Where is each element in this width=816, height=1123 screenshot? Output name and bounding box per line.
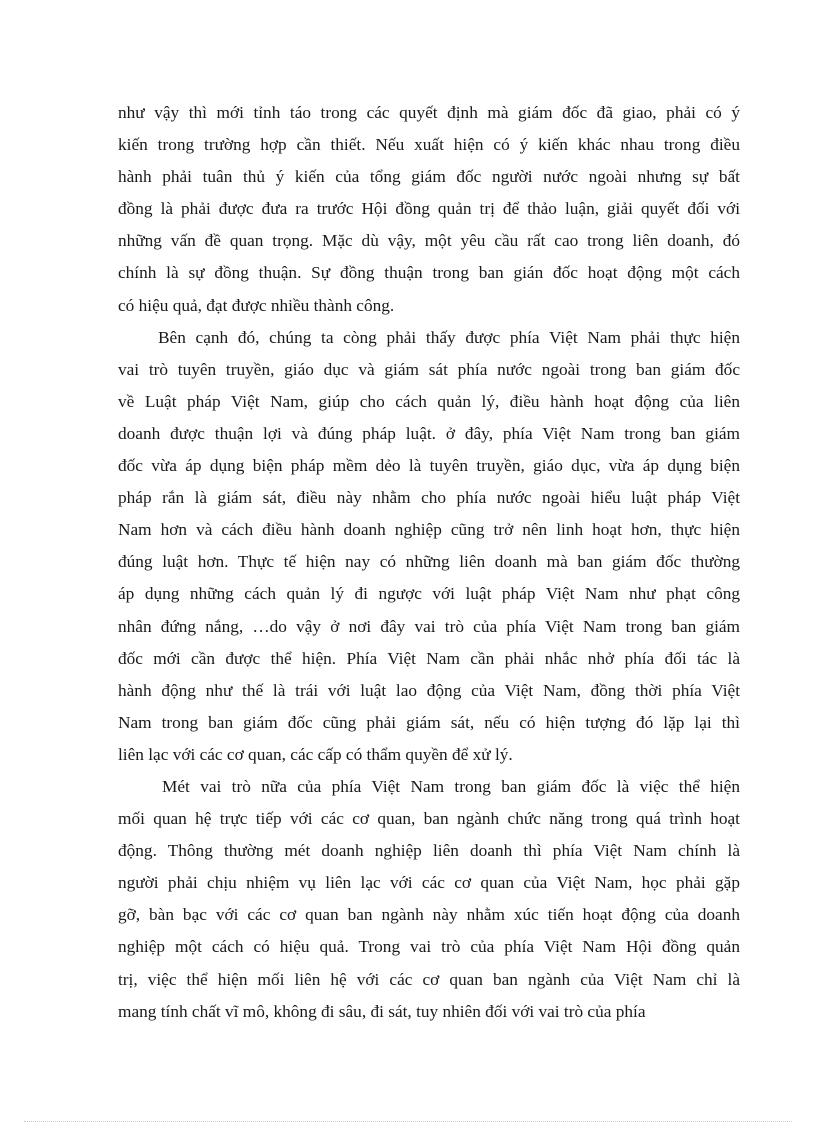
text-line: Nam hơn và cách điều hành doanh nghiệp cũng trở nên linh hoạt hơn, thực hiện (118, 520, 740, 540)
text-line: áp dụng những cách quản lý đi ngược với luật pháp Việt Nam như phạt công (118, 584, 740, 604)
text-line: hành phải tuân thủ ý kiến của tổng giám đốc người nước ngoài nhưng sự bất (118, 167, 740, 187)
text-line: đồng là phải được đưa ra trước Hội đồng quản trị để thảo luận, giải quyết đối với (118, 199, 740, 219)
text-line: chính là sự đồng thuận. Sự đồng thuận trong ban gián đốc hoạt động một cách (118, 263, 740, 283)
text-line: những vấn đề quan trọng. Mặc dù vậy, một yêu cầu rất cao trong liên doanh, đó (118, 231, 740, 251)
text-line: kiến trong trường hợp cần thiết. Nếu xuất hiện có ý kiến khác nhau trong điều (118, 135, 740, 155)
text-line: động. Thông thường mét doanh nghiệp liên doanh thì phía Việt Nam chính là (118, 841, 740, 861)
text-line: đốc vừa áp dụng biện pháp mềm dẻo là tuyên truyền, giáo dục, vừa áp dụng biện (118, 456, 740, 476)
text-line: nhân đứng nắng, …do vậy ở nơi đây vai trò của phía Việt Nam trong ban giám (118, 616, 740, 636)
text-line: hành động như thế là trái với luật lao động của Việt Nam, đồng thời phía Việt (118, 680, 740, 700)
text-line: vai trò tuyên truyền, giáo dục và giám sát phía nước ngoài trong ban giám đốc (118, 359, 740, 379)
body-text (118, 97, 740, 1028)
text-line: như vậy thì mới tỉnh táo trong các quyết định mà giám đốc đã giao, phải có ý (118, 103, 740, 122)
text-line: mang tính chất vĩ mô, không đi sâu, đi sát, tuy nhiên đối với vai trò của phía (118, 1001, 646, 1021)
text-line: nghiệp một cách có hiệu quả. Trong vai trò của phía Việt Nam Hội đồng quản (118, 937, 740, 957)
text-line: Nam trong ban giám đốc cũng phải giám sát, nếu có hiện tượng đó lặp lại thì (118, 712, 740, 732)
text-line: đốc mới cần được thể hiện. Phía Việt Nam cần phải nhắc nhở phía đối tác là (118, 648, 740, 668)
text-line: pháp rắn là giám sát, điều này nhằm cho phía nước ngoài hiểu luật pháp Việt (118, 488, 740, 508)
page-bottom-divider (24, 1121, 792, 1122)
text-line: đúng luật hơn. Thực tế hiện nay có những liên doanh mà ban giám đốc thường (118, 552, 740, 572)
text-line: liên lạc với các cơ quan, các cấp có thẩm quyền để xử lý. (118, 744, 513, 764)
text-line: doanh được thuận lợi và đúng pháp luật. ở đây, phía Việt Nam trong ban giám (118, 423, 740, 443)
text-line: Bên cạnh đó, chúng ta còng phải thấy được phía Việt Nam phải thực hiện (158, 327, 740, 347)
text-line: có hiệu quả, đạt được nhiều thành công. (118, 295, 395, 315)
text-line: người phải chịu nhiệm vụ liên lạc với các cơ quan của Việt Nam, học phải gặp (118, 873, 740, 893)
text-line: Mét vai trò nữa của phía Việt Nam trong ban giám đốc là việc thể hiện (162, 776, 740, 796)
text-line: về Luật pháp Việt Nam, giúp cho cách quản lý, điều hành hoạt động của liên (118, 391, 740, 411)
text-line: gỡ, bàn bạc với các cơ quan ban ngành này nhằm xúc tiến hoạt động của doanh (118, 905, 740, 925)
text-line: trị, việc thể hiện mối liên hệ với các cơ quan ban ngành của Việt Nam chỉ là (118, 969, 740, 989)
text-line: mối quan hệ trực tiếp với các cơ quan, ban ngành chức năng trong quá trình hoạt (118, 809, 740, 829)
